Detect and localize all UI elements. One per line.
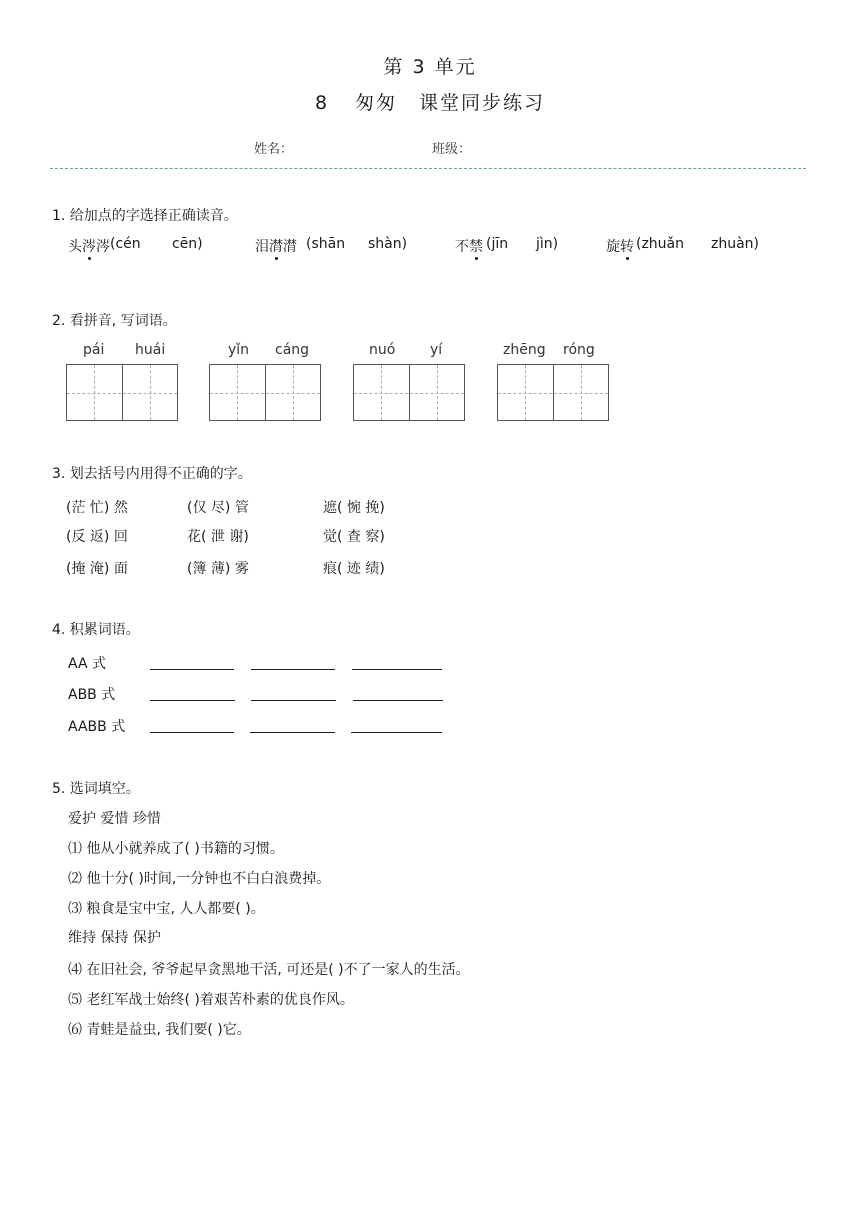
q4-abb-blank-2[interactable] (251, 700, 336, 701)
writing-grid-1[interactable] (66, 364, 178, 421)
lesson-subtitle: 课堂同步练习 (419, 92, 546, 114)
q4-aabb-blank-3[interactable] (351, 732, 442, 733)
q4-aa-blank-1[interactable] (150, 669, 234, 670)
q4-aabb-blank-2[interactable] (250, 732, 335, 733)
q1-item-3-word: 不禁 (455, 236, 483, 256)
q5-sentence-6: ⑹ 青蛙是益虫, 我们要( )它。 (68, 1022, 251, 1038)
q4-aabb-blank-1[interactable] (150, 732, 234, 733)
q4-prompt: 4. 积累词语。 (52, 622, 140, 638)
writing-grid-4[interactable] (497, 364, 609, 421)
q2-pinyin-3a: nuó (369, 342, 396, 358)
q3-r1c1: (茫 忙) 然 (66, 500, 128, 516)
q5-sentence-1: ⑴ 他从小就养成了( )书籍的习惯。 (68, 841, 284, 857)
q5-sentence-5: ⑸ 老红军战士始终( )着艰苦朴素的优良作风。 (68, 992, 354, 1008)
writing-grid-3[interactable] (353, 364, 465, 421)
q1-item-4-option-b: zhuàn) (711, 236, 760, 252)
q5-sentence-2: ⑵ 他十分( )时间,一分钟也不白白浪费掉。 (68, 871, 331, 887)
name-label: 姓名： (254, 142, 294, 157)
lesson-title (0, 88, 860, 115)
q4-abb-blank-1[interactable] (150, 700, 235, 701)
q1-item-2-option-b: shàn) (368, 236, 408, 252)
q4-label-aabb: AABB 式 (68, 719, 126, 735)
writing-grid-2[interactable] (209, 364, 321, 421)
q1-item-4-option-a: (zhuǎn (636, 236, 685, 252)
class-label: 班级： (432, 142, 472, 157)
q1-item-1-word: 头涔涔 (68, 236, 110, 256)
q3-r1c3: 遮( 惋 挽) (323, 500, 385, 516)
q1-prompt: 1. 给加点的字选择正确读音。 (52, 208, 238, 224)
q1-item-4-word: 旋转 (606, 236, 634, 256)
q2-pinyin-1b: huái (135, 342, 166, 358)
q5-word-options-2: 维持 保持 保护 (68, 930, 161, 946)
q4-aa-blank-2[interactable] (251, 669, 335, 670)
q2-pinyin-4a: zhēng (503, 342, 546, 358)
q1-item-3-option-b: jìn) (536, 236, 559, 252)
q2-prompt: 2. 看拼音, 写词语。 (52, 313, 177, 329)
q3-r2c2: 花( 泄 谢) (187, 529, 249, 545)
q2-pinyin-4b: róng (563, 342, 595, 358)
q2-pinyin-2a: yǐn (228, 342, 250, 358)
q1-item-1-option-b: cēn) (172, 236, 203, 252)
q4-aa-blank-3[interactable] (352, 669, 442, 670)
q1-item-2-option-a: (shān (306, 236, 346, 252)
q5-sentence-3: ⑶ 粮食是宝中宝, 人人都要( )。 (68, 901, 265, 917)
q1-item-1-option-a: (cén (110, 236, 141, 252)
q3-r3c1: (掩 淹) 面 (66, 561, 128, 577)
q2-pinyin-1a: pái (83, 342, 105, 358)
lesson-name: 匆匆 (355, 92, 398, 114)
q3-prompt: 3. 划去括号内用得不正确的字。 (52, 466, 252, 482)
unit-title: 第 3 单元 (383, 56, 477, 78)
lesson-number: 8 (314, 92, 330, 114)
q4-label-abb: ABB 式 (68, 687, 116, 703)
q3-r1c2: (仅 尽) 管 (187, 500, 249, 516)
q2-pinyin-2b: cáng (275, 342, 310, 358)
q2-pinyin-3b: yí (430, 342, 443, 358)
q3-r2c1: (反 返) 回 (66, 529, 128, 545)
q5-word-options-1: 爱护 爱惜 珍惜 (68, 811, 161, 827)
q5-sentence-4: ⑷ 在旧社会, 爷爷起早贪黑地干活, 可还是( )不了一家人的生活。 (68, 962, 470, 978)
q3-r2c3: 觉( 查 察) (323, 529, 385, 545)
q1-item-2-word: 泪潸潸 (255, 236, 297, 256)
q5-prompt: 5. 选词填空。 (52, 781, 140, 797)
header-divider (50, 168, 806, 169)
q4-label-aa: AA 式 (68, 656, 106, 672)
q3-r3c2: (簿 薄) 雾 (187, 561, 249, 577)
q1-item-3-option-a: (jīn (486, 236, 509, 252)
q3-r3c3: 痕( 迹 绩) (323, 561, 385, 577)
q4-abb-blank-3[interactable] (353, 700, 443, 701)
